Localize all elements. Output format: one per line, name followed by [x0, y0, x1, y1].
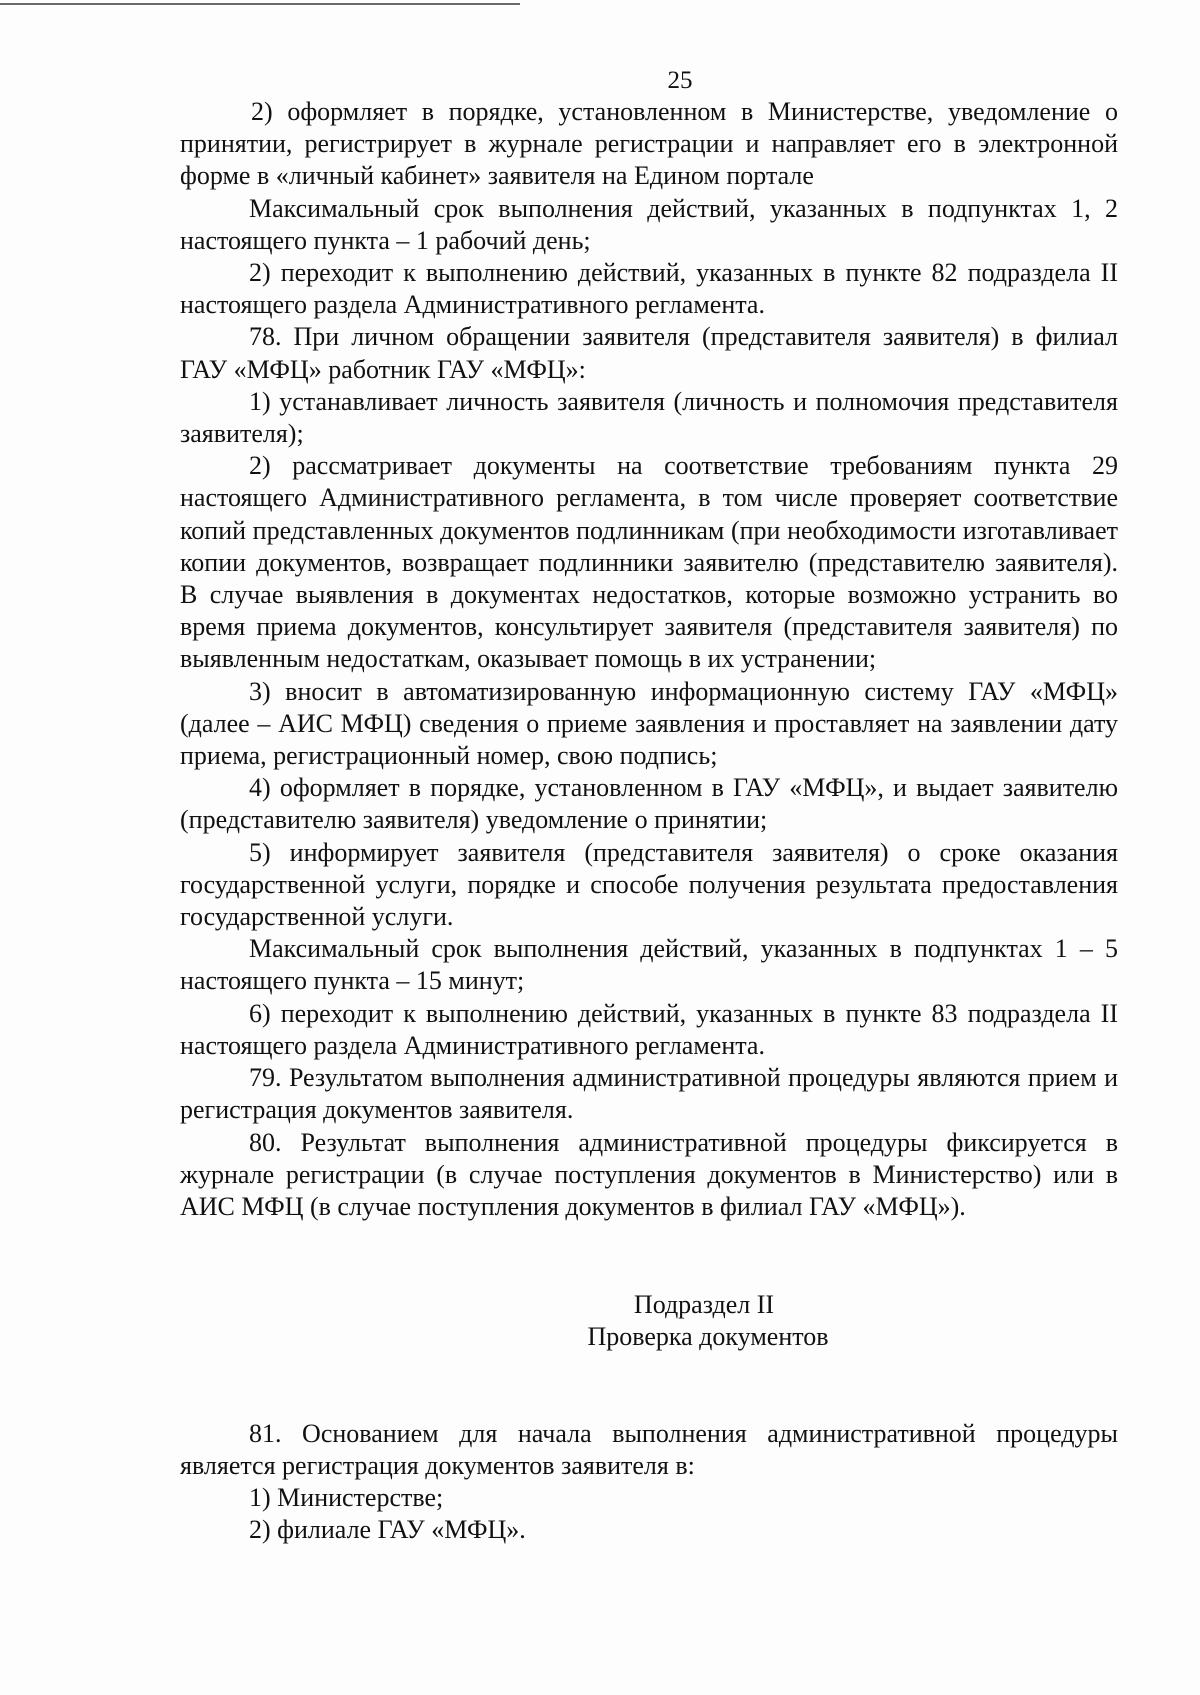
- paragraph-80: 80. Результат выполнения административной процедуры фиксируется в журнале регистрации (в случае поступления документов в Министерство) или в АИС МФЦ (в случае поступления документов в филиал ГАУ «МФЦ»).: [180, 1127, 1118, 1221]
- paragraph-78-3: 3) вносит в автоматизированную информационную систему ГАУ «МФЦ» (далее – АИС МФЦ) сведения о приеме заявления и проставляет на заявлении дату приема, регистрационный номер, свою подпись;: [180, 676, 1118, 771]
- paragraph-78-4: 4) оформляет в порядке, установленном в ГАУ «МФЦ», и выдает заявителю (представителю заявителя) уведомление о принятии;: [180, 773, 1118, 835]
- paragraph-81: 81. Основанием для начала выполнения административной процедуры является регистрация документов заявителя в:: [180, 1418, 1118, 1480]
- paragraph-78-6: 6) переходит к выполнению действий, указанных в пункте 83 подраздела II настоящего раздела Административного регламента.: [180, 998, 1118, 1060]
- section-subtitle: Проверка документов: [587, 1322, 829, 1352]
- document-body: [180, 96, 1118, 1546]
- page-number: 25: [667, 67, 693, 94]
- scan-top-border: [0, 3, 520, 5]
- paragraph-goto-82: 2) переходит к выполнению действий, указанных в пункте 82 подраздела II настоящего раздела Административного регламента.: [180, 258, 1118, 320]
- paragraph-78: 78. При личном обращении заявителя (представителя заявителя) в филиал ГАУ «МФЦ» работник ГАУ «МФЦ»:: [180, 322, 1118, 384]
- section-heading: [180, 1289, 1118, 1353]
- paragraph-81-1: 1) Министерстве;: [249, 1482, 444, 1512]
- paragraph-78-1: 1) устанавливает личность заявителя (личность и полномочия представителя заявителя);: [180, 386, 1118, 449]
- paragraph-78-2: 2) рассматривает документы на соответствие требованиям пункта 29 настоящего Административного регламента, в том числе проверяет соответствие копий представленных документов подлинникам (при необходимости изготавливает копии документов, возвращает подлинники заявителю (представителю заявителя). В случае выявления в документах недостатков, которые возможно устранить во время приема документов, консультирует заявителя (представителя заявителя) по выявленным недостаткам, оказывает помощь в их устранении;: [180, 451, 1118, 674]
- paragraph-79: 79. Результатом выполнения административной процедуры являются прием и регистрация документов заявителя.: [180, 1063, 1118, 1125]
- paragraph-notice-registration: 2) оформляет в порядке, установленном в Министерстве, уведомление о принятии, регистрирует в журнале регистрации и направляет его в электронной форме в «личный кабинет» заявителя на Едином портале: [180, 97, 1118, 191]
- paragraph-78-5: 5) информирует заявителя (представителя заявителя) о сроке оказания государственной услуги, порядке и способе получения результата предоставления государственной услуги.: [180, 837, 1118, 932]
- paragraph-max-term-1-5: Максимальный срок выполнения действий, указанных в подпунктах 1 – 5 настоящего пункта – 15 минут;: [180, 934, 1118, 996]
- section-title: Подраздел II: [633, 1290, 775, 1320]
- paragraph-81-2: 2) филиале ГАУ «МФЦ».: [249, 1515, 526, 1545]
- paragraph-max-term-1-2: Максимальный срок выполнения действий, указанных в подпунктах 1, 2 настоящего пункта – 1 рабочий день;: [180, 193, 1118, 255]
